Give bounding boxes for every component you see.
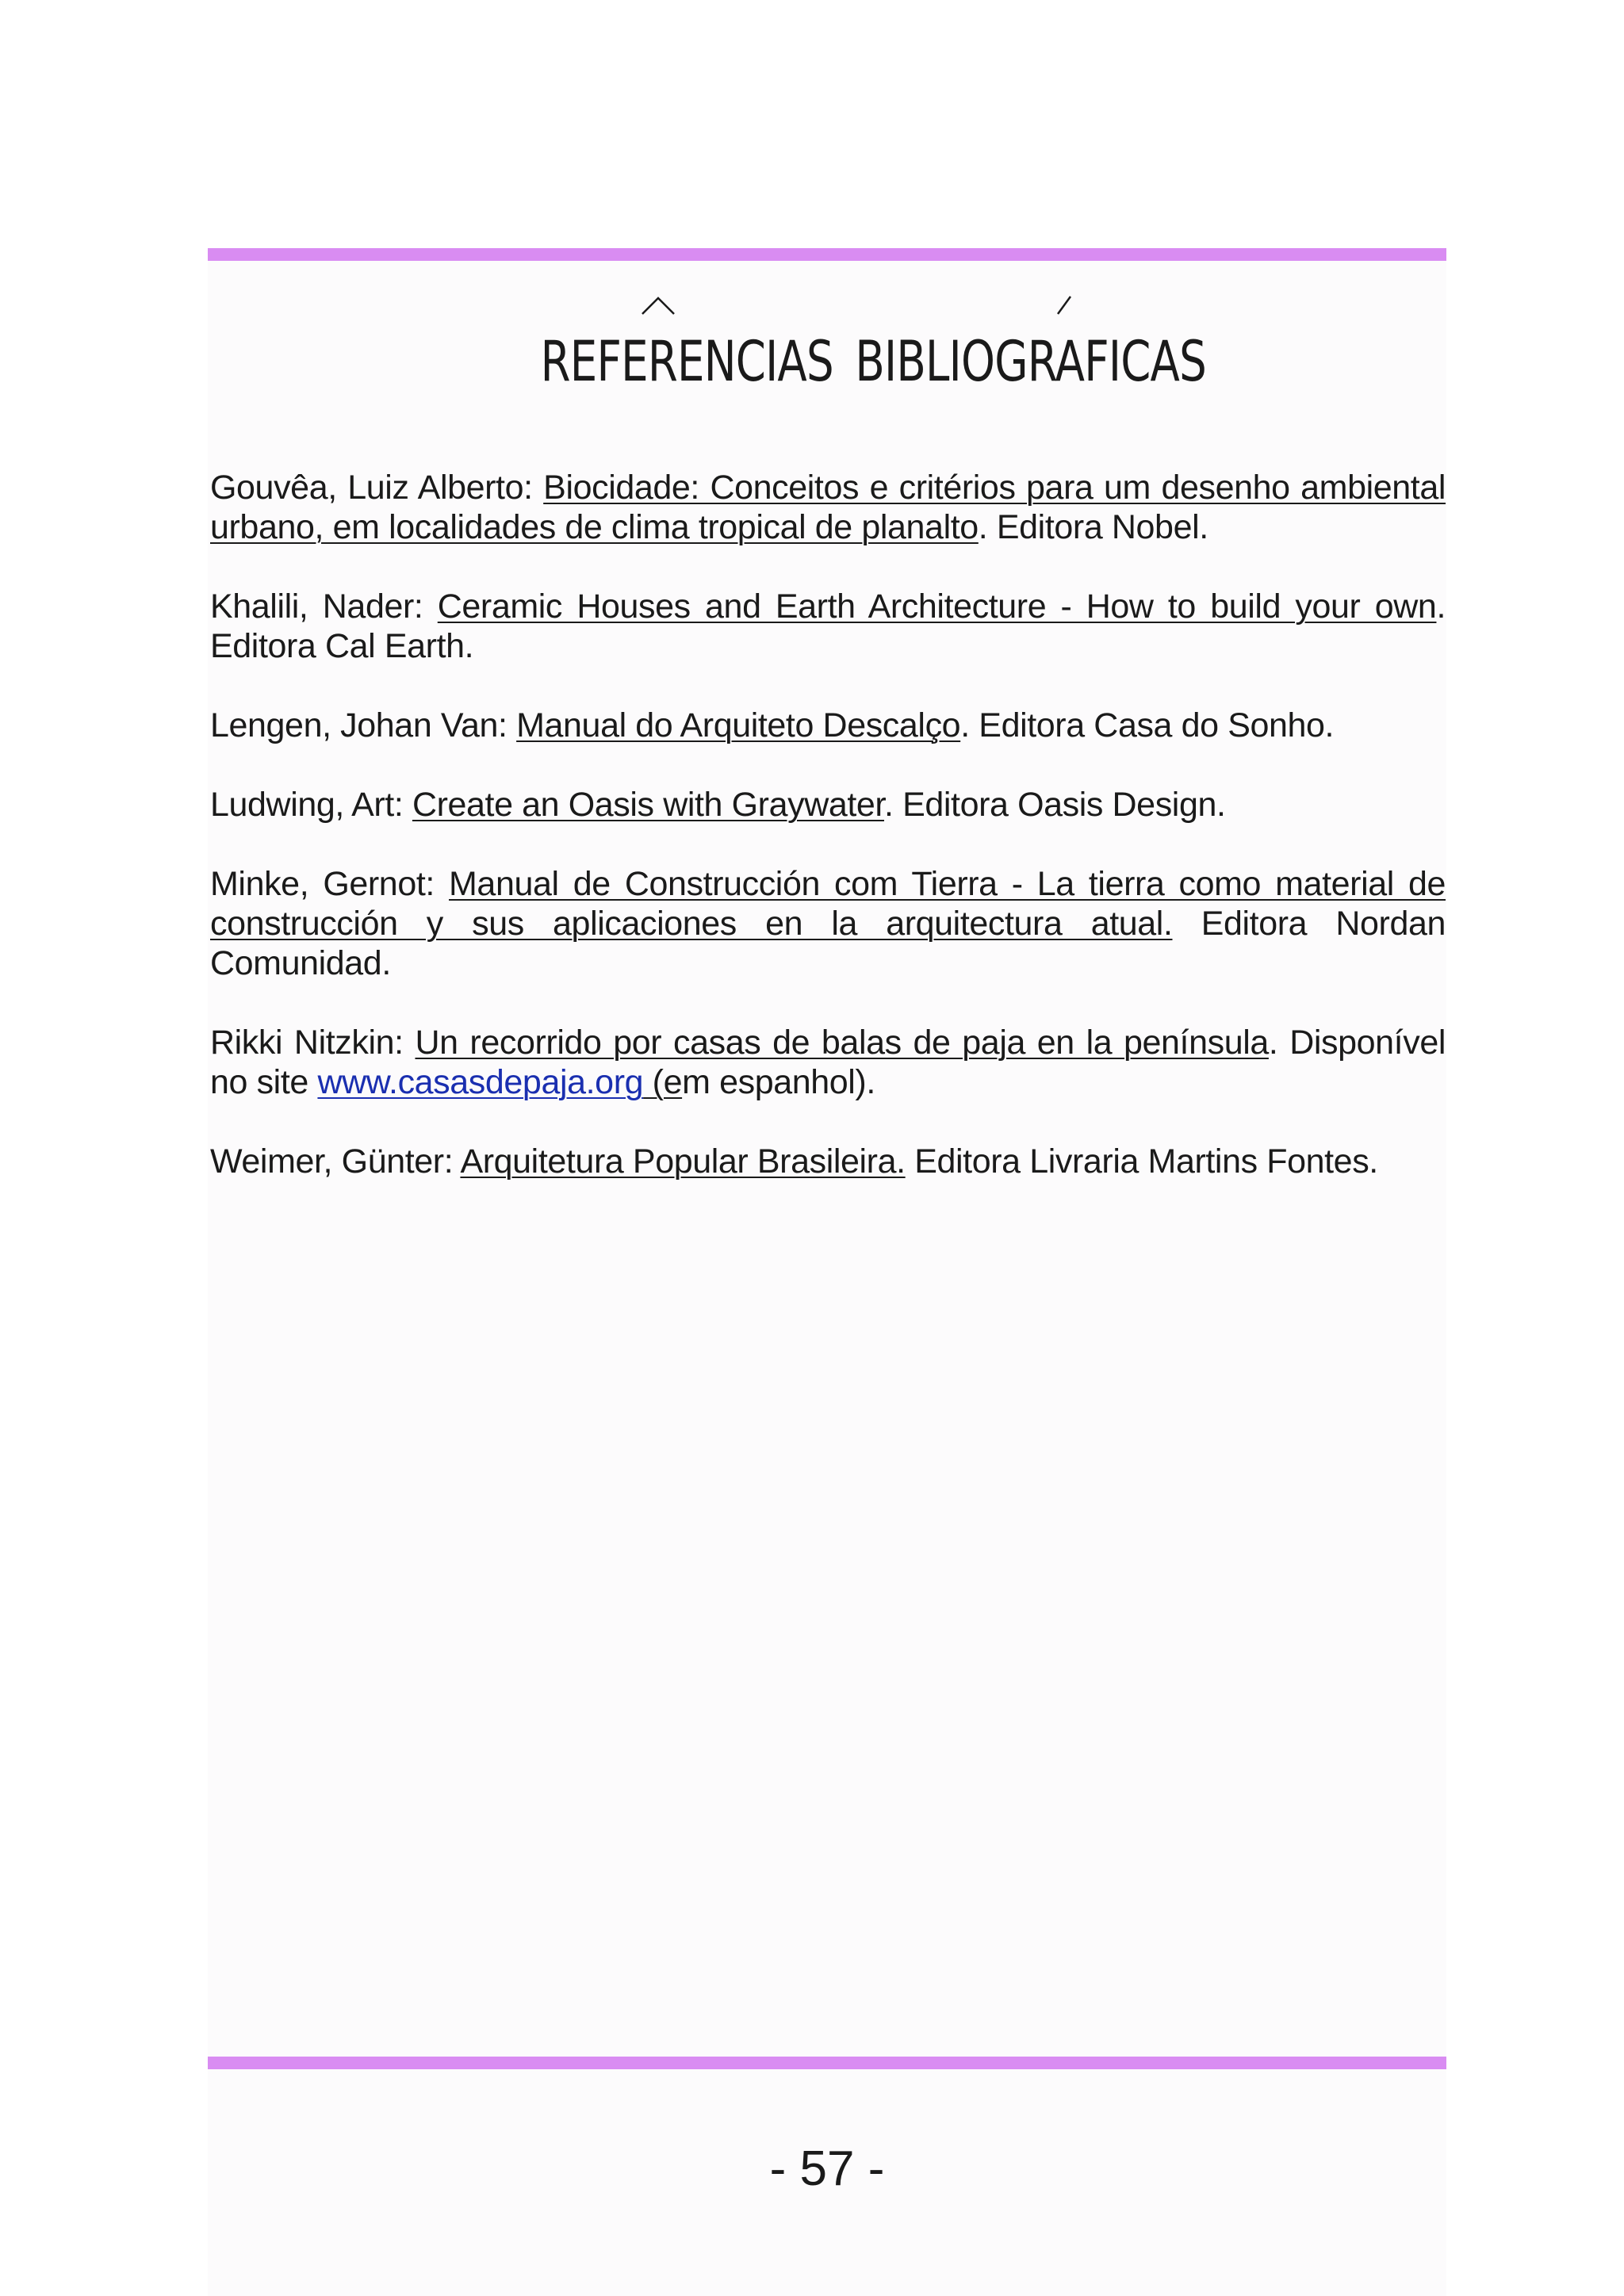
reference-title: Un recorrido por casas de balas de paja en la península xyxy=(415,1024,1269,1062)
reference-author: Minke, Gernot: xyxy=(210,865,450,903)
top-divider xyxy=(208,248,1446,261)
website-link[interactable]: www.casasdepaja.org xyxy=(317,1063,644,1101)
reference-author: Ludwing, Art: xyxy=(210,786,412,824)
reference-title: Manual de Construcción com Tierra - La tierra como material de construcción y sus aplicaciones en la arquitectura atual. xyxy=(210,865,1446,943)
reference-title: Create an Oasis with Graywater xyxy=(412,786,884,824)
acute-accent-icon xyxy=(1055,295,1074,316)
reference-title: Manual do Arquiteto Descalço xyxy=(516,706,961,744)
reference-publisher: . Editora Casa do Sonho. xyxy=(960,706,1335,744)
reference-publisher: . Editora Cal Earth. xyxy=(210,587,1446,665)
reference-item xyxy=(210,706,1446,745)
page-number: - 57 - xyxy=(769,2141,885,2196)
reference-author: Lengen, Johan Van: xyxy=(210,706,517,744)
reference-list xyxy=(210,468,1446,1221)
reference-author: Khalili, Nader: xyxy=(210,587,438,626)
page-title: REFERENCIAS BIBLIOGRAFICAS xyxy=(540,329,1207,394)
reference-item xyxy=(210,1023,1446,1102)
reference-language-note: m espanhol). xyxy=(682,1063,875,1101)
reference-publisher: . Editora Nobel. xyxy=(978,508,1208,546)
circumflex-accent-icon xyxy=(641,295,676,316)
reference-publisher: Editora Livraria Martins Fontes. xyxy=(905,1142,1378,1181)
reference-item xyxy=(210,785,1446,825)
reference-publisher: Editora Nordan Comunidad. xyxy=(210,905,1446,982)
reference-title: Ceramic Houses and Earth Architecture - How to build your own xyxy=(437,587,1437,626)
reference-item xyxy=(210,1142,1446,1181)
reference-publisher: . Disponível no site xyxy=(210,1024,1446,1101)
reference-title: Biocidade: Conceitos e critérios para um desenho ambiental urbano, em localidades de clima tropical de planalto xyxy=(210,469,1446,546)
reference-item xyxy=(210,864,1446,983)
reference-item xyxy=(210,468,1446,547)
reference-author: Gouvêa, Luiz Alberto: xyxy=(210,469,544,507)
reference-title: Arquitetura Popular Brasileira. xyxy=(460,1142,906,1181)
reference-publisher: . Editora Oasis Design. xyxy=(883,786,1226,824)
reference-item xyxy=(210,587,1446,666)
reference-author: Rikki Nitzkin: xyxy=(210,1024,416,1062)
bottom-divider xyxy=(208,2057,1446,2069)
reference-author: Weimer, Günter: xyxy=(210,1142,461,1181)
link-tail: (e xyxy=(643,1063,683,1101)
